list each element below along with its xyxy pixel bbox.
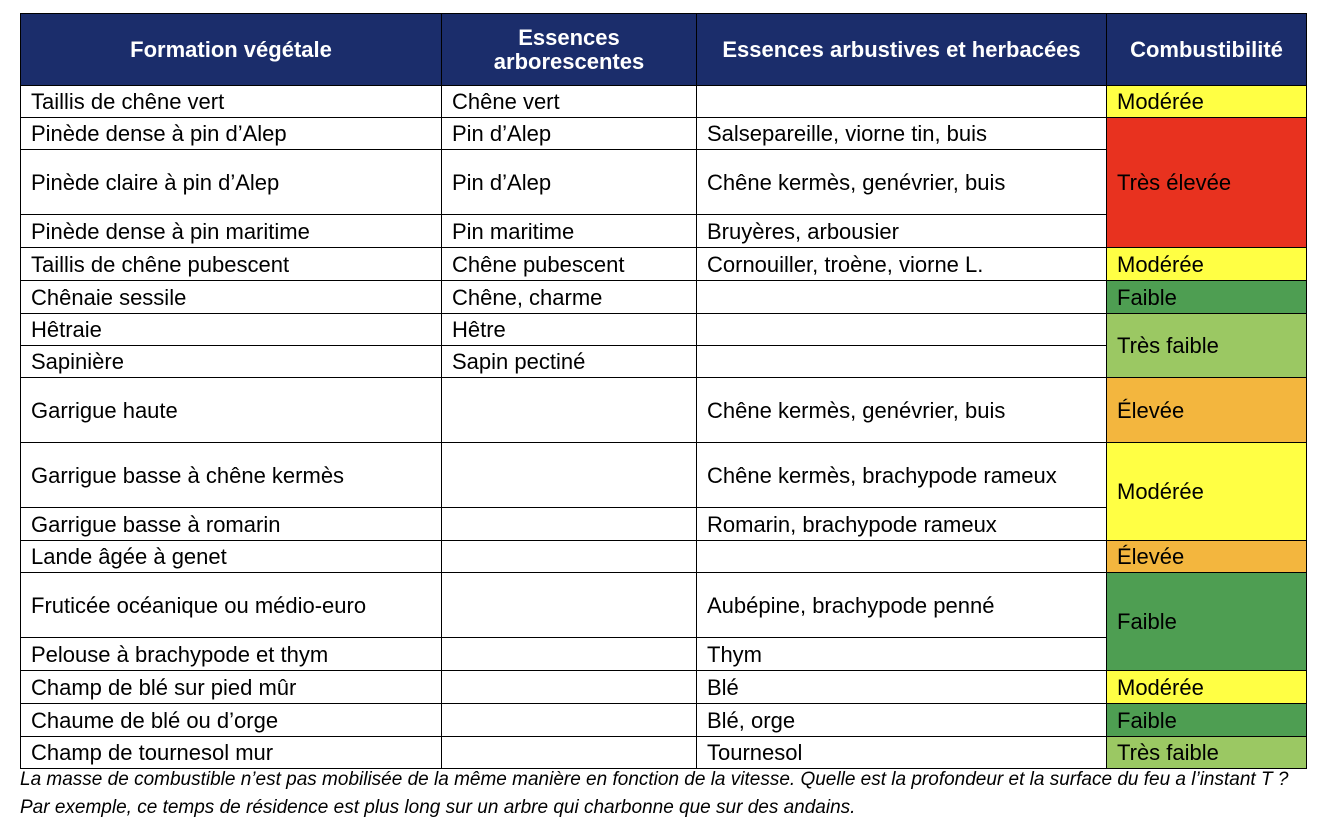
cell-formation: Champ de blé sur pied mûr <box>21 671 442 704</box>
cell-arbustives <box>697 541 1107 573</box>
cell-arbustives: Chêne kermès, genévrier, buis <box>697 150 1107 215</box>
header-arbustives: Essences arbustives et herbacées <box>697 14 1107 86</box>
table-row <box>21 737 1307 769</box>
combustibilite-badge: Modérée <box>1107 248 1307 281</box>
table-header-row <box>21 14 1307 86</box>
cell-arbustives: Aubépine, brachypode penné <box>697 573 1107 638</box>
cell-arborescentes: Sapin pectiné <box>442 346 697 378</box>
cell-arbustives <box>697 346 1107 378</box>
cell-formation: Fruticée océanique ou médio-euro <box>21 573 442 638</box>
vegetation-table <box>20 13 1307 769</box>
combustibilite-badge: Faible <box>1107 704 1307 737</box>
cell-arborescentes: Hêtre <box>442 314 697 346</box>
table-row <box>21 281 1307 314</box>
table-row <box>21 86 1307 118</box>
combustibilite-badge: Modérée <box>1107 443 1307 541</box>
header-formation: Formation végétale <box>21 14 442 86</box>
cell-formation: Taillis de chêne vert <box>21 86 442 118</box>
cell-arborescentes: Chêne vert <box>442 86 697 118</box>
header-combustibilite: Combustibilité <box>1107 14 1307 86</box>
combustibilite-badge: Élevée <box>1107 541 1307 573</box>
table-row <box>21 248 1307 281</box>
table-row <box>21 573 1307 638</box>
combustibilite-badge: Très élevée <box>1107 118 1307 248</box>
combustibilite-badge: Modérée <box>1107 86 1307 118</box>
cell-arbustives: Blé <box>697 671 1107 704</box>
cell-formation: Pinède dense à pin maritime <box>21 215 442 248</box>
cell-formation: Pelouse à brachypode et thym <box>21 638 442 671</box>
table-row <box>21 378 1307 443</box>
cell-formation: Garrigue basse à romarin <box>21 508 442 541</box>
combustibilite-badge: Faible <box>1107 573 1307 671</box>
table-row <box>21 314 1307 346</box>
table-row <box>21 671 1307 704</box>
cell-formation: Taillis de chêne pubescent <box>21 248 442 281</box>
header-arborescentes: Essences arborescentes <box>442 14 697 86</box>
cell-arbustives: Salsepareille, viorne tin, buis <box>697 118 1107 150</box>
combustibilite-badge: Très faible <box>1107 737 1307 769</box>
cell-arborescentes <box>442 737 697 769</box>
cell-arborescentes <box>442 704 697 737</box>
cell-arbustives: Cornouiller, troène, viorne L. <box>697 248 1107 281</box>
combustibilite-badge: Très faible <box>1107 314 1307 378</box>
cell-formation: Garrigue haute <box>21 378 442 443</box>
table-row <box>21 704 1307 737</box>
cell-arborescentes: Pin d’Alep <box>442 150 697 215</box>
cell-formation: Sapinière <box>21 346 442 378</box>
cell-arborescentes <box>442 671 697 704</box>
cell-arborescentes <box>442 573 697 638</box>
table-caption: La masse de combustible n’est pas mobilisée de la même manière en fonction de la vitesse. Quelle est la profondeur et la surface du feu a l’instant T ? Par exemple, ce temps de résidence est plus long sur un arbre qui charbonne que sur des andains. <box>20 769 1289 818</box>
cell-arborescentes <box>442 378 697 443</box>
cell-arborescentes <box>442 541 697 573</box>
table-row <box>21 118 1307 150</box>
combustibilite-badge: Faible <box>1107 281 1307 314</box>
cell-arborescentes: Pin d’Alep <box>442 118 697 150</box>
cell-arbustives: Blé, orge <box>697 704 1107 737</box>
combustibilite-badge: Modérée <box>1107 671 1307 704</box>
cell-arbustives: Tournesol <box>697 737 1107 769</box>
cell-arborescentes: Chêne, charme <box>442 281 697 314</box>
cell-arborescentes <box>442 508 697 541</box>
cell-arbustives: Chêne kermès, genévrier, buis <box>697 378 1107 443</box>
cell-arbustives <box>697 281 1107 314</box>
table-row <box>21 541 1307 573</box>
cell-formation: Garrigue basse à chêne kermès <box>21 443 442 508</box>
cell-arborescentes: Chêne pubescent <box>442 248 697 281</box>
cell-arbustives: Romarin, brachypode rameux <box>697 508 1107 541</box>
cell-formation: Hêtraie <box>21 314 442 346</box>
cell-arbustives: Bruyères, arbousier <box>697 215 1107 248</box>
combustibilite-badge: Élevée <box>1107 378 1307 443</box>
cell-formation: Champ de tournesol mur <box>21 737 442 769</box>
cell-arbustives: Thym <box>697 638 1107 671</box>
cell-arbustives: Chêne kermès, brachypode rameux <box>697 443 1107 508</box>
cell-arborescentes <box>442 443 697 508</box>
cell-arborescentes <box>442 638 697 671</box>
cell-formation: Chaume de blé ou d’orge <box>21 704 442 737</box>
cell-arborescentes: Pin maritime <box>442 215 697 248</box>
table-row <box>21 443 1307 508</box>
cell-formation: Chênaie sessile <box>21 281 442 314</box>
cell-formation: Pinède dense à pin d’Alep <box>21 118 442 150</box>
cell-arbustives <box>697 86 1107 118</box>
cell-arbustives <box>697 314 1107 346</box>
cell-formation: Lande âgée à genet <box>21 541 442 573</box>
cell-formation: Pinède claire à pin d’Alep <box>21 150 442 215</box>
